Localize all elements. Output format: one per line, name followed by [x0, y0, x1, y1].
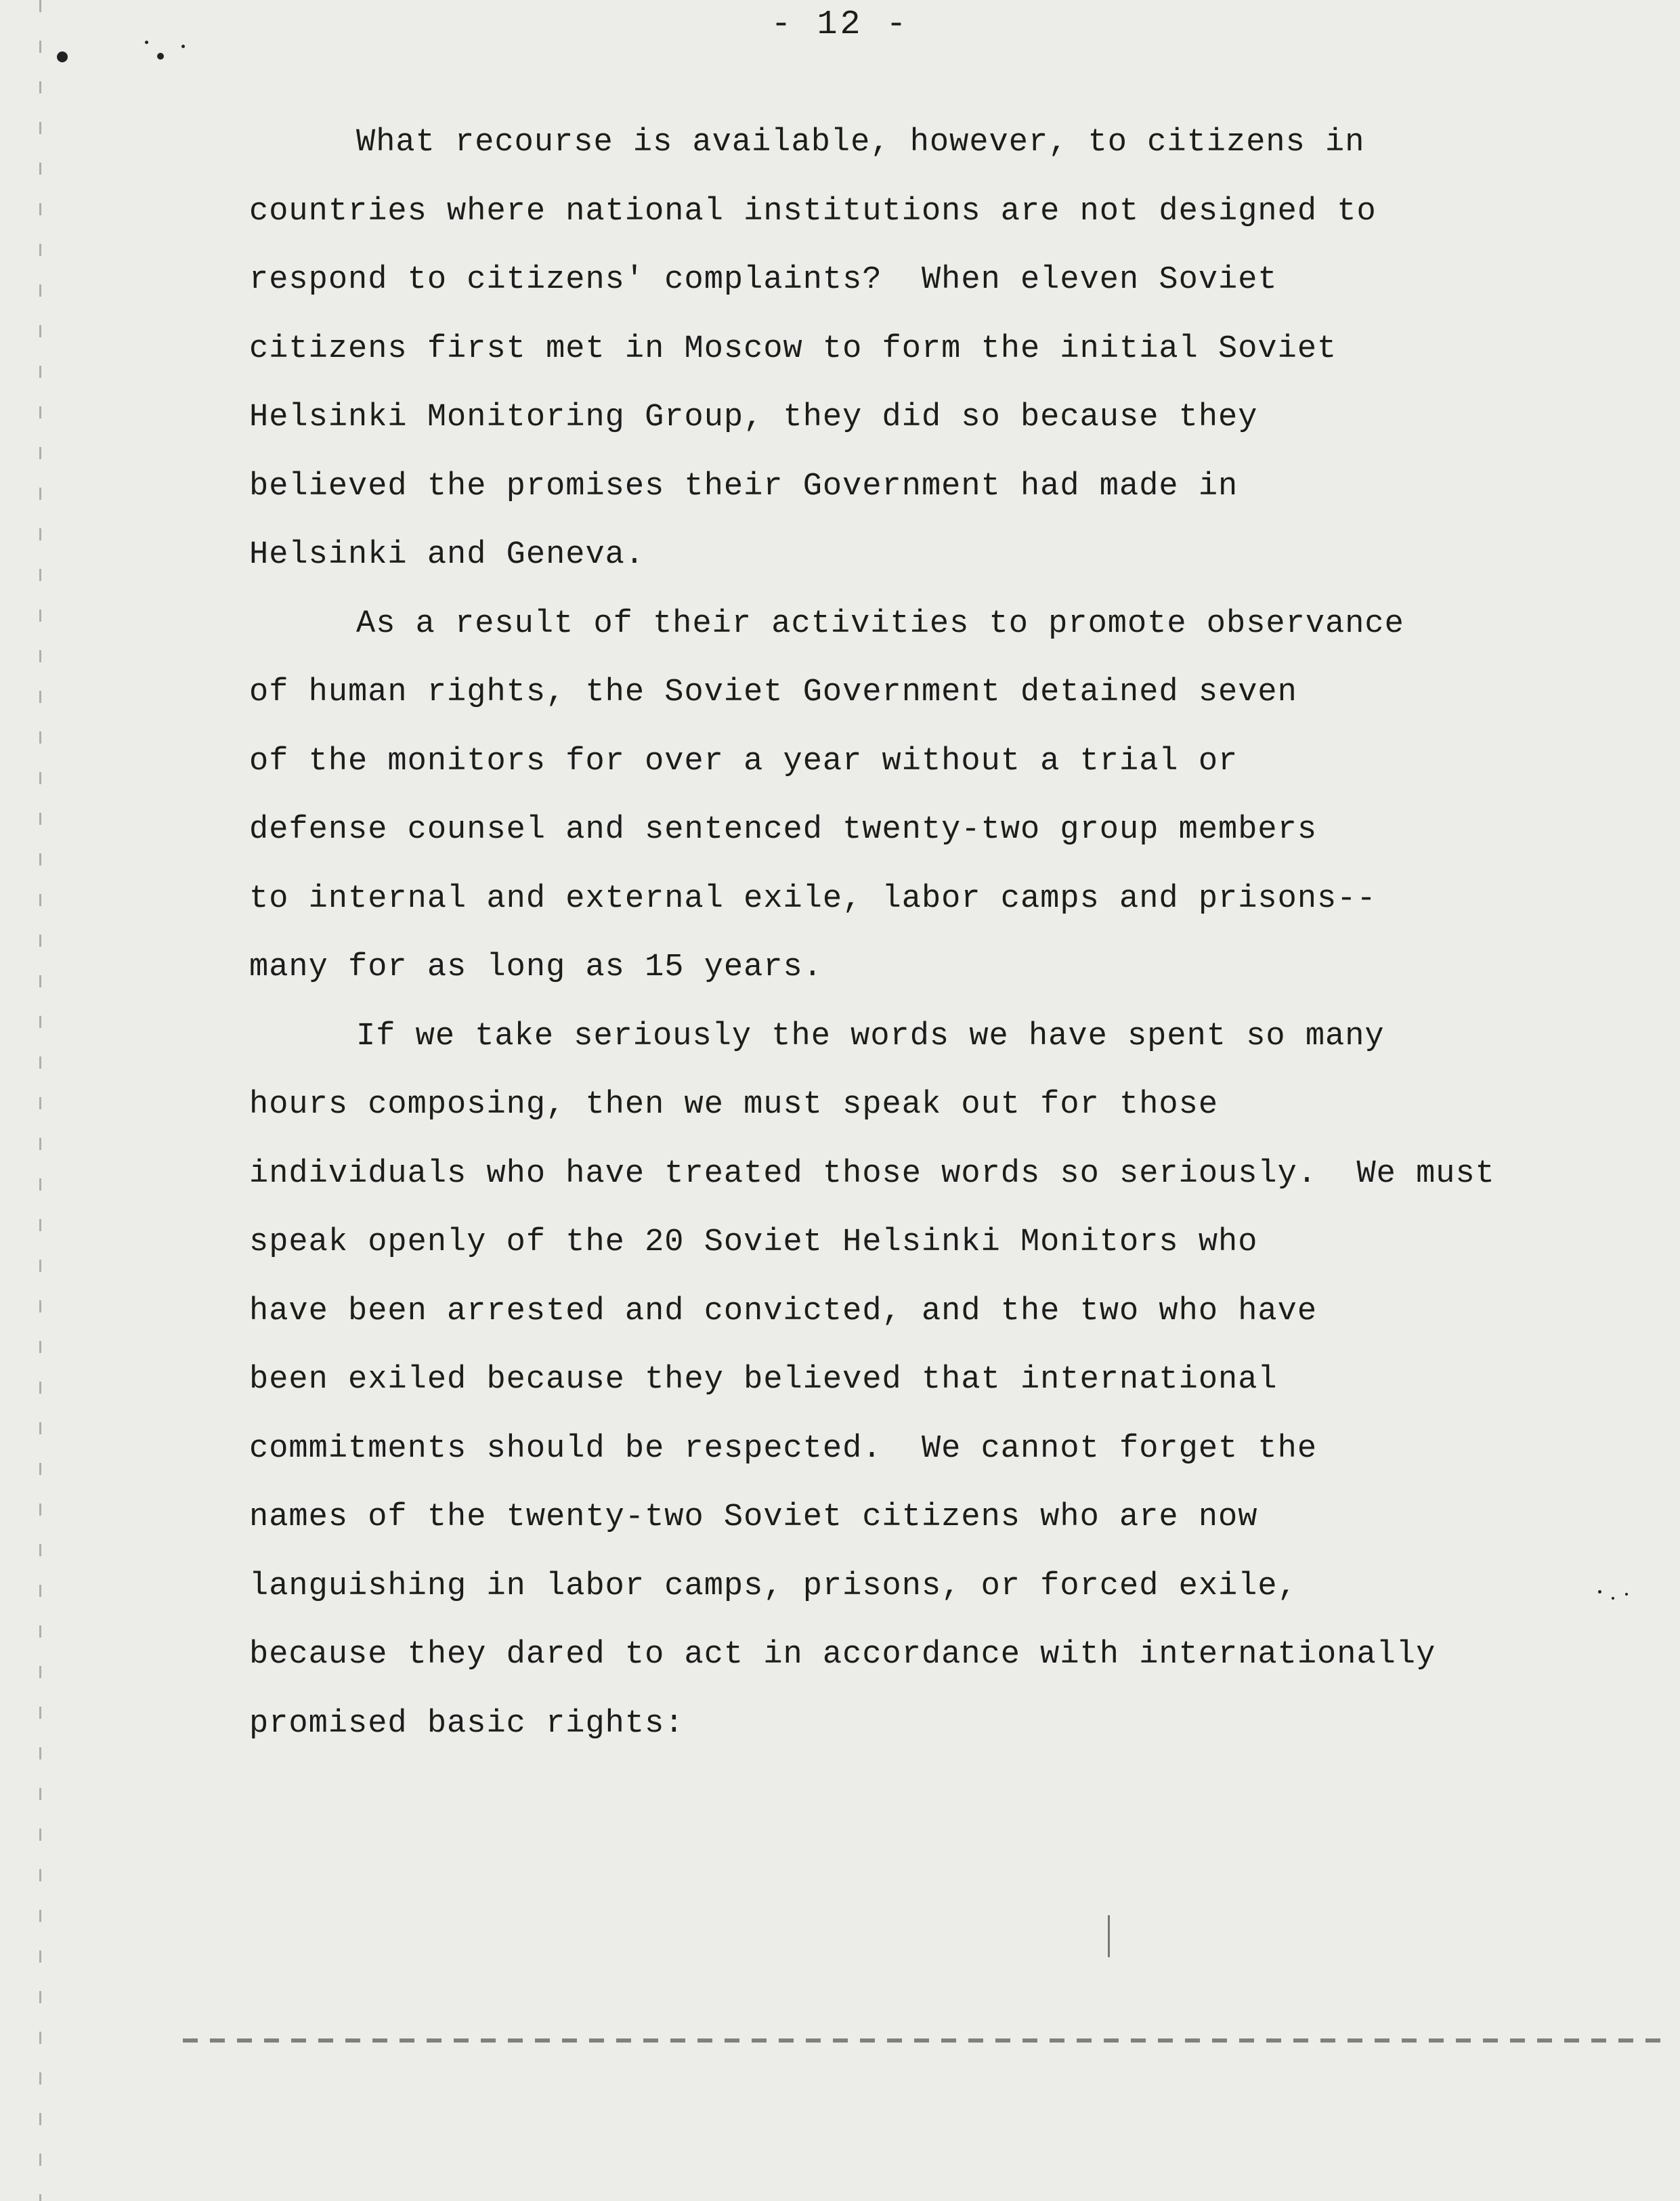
text-line: citizens first met in Moscow to form the initial Soviet — [249, 330, 1337, 367]
text-line: of the monitors for over a year without a trial or — [249, 743, 1239, 779]
paragraph-3 — [249, 1002, 1576, 1759]
text-line: respond to citizens' complaints? When eleven Soviet — [249, 262, 1278, 298]
text-line: names of the twenty-two Soviet citizens who are now — [249, 1499, 1258, 1535]
text-line: believed the promises their Government had made in — [249, 468, 1239, 505]
text-line: Helsinki and Geneva. — [249, 537, 645, 573]
paragraph-2 — [249, 590, 1576, 1002]
ink-speck — [181, 45, 185, 48]
page-left-edge-shadow — [39, 0, 41, 2201]
text-line: speak openly of the 20 Soviet Helsinki Monitors who — [249, 1224, 1258, 1260]
text-line: countries where national institutions are not designed to — [249, 193, 1377, 230]
ink-speck — [1625, 1593, 1628, 1596]
text-line: Helsinki Monitoring Group, they did so because they — [249, 400, 1258, 435]
paragraph-1 — [249, 108, 1576, 590]
text-line: If we take seriously the words we have spent so many — [356, 1018, 1385, 1054]
text-line: commitments should be respected. We cannot forget the — [249, 1430, 1318, 1467]
scan-dash-line — [183, 2038, 1673, 2043]
text-line: defense counsel and sentenced twenty-two group members — [249, 812, 1318, 848]
text-line: have been arrested and convicted, and the two who have — [249, 1293, 1318, 1329]
ink-speck — [1598, 1590, 1601, 1594]
page-number: - 12 - — [771, 5, 909, 44]
text-line: languishing in labor camps, prisons, or forced exile, — [249, 1568, 1297, 1604]
text-line: of human rights, the Soviet Government detained seven — [249, 675, 1297, 710]
ink-speck — [57, 51, 68, 62]
text-line: many for as long as 15 years. — [249, 949, 823, 985]
text-line: promised basic rights: — [249, 1705, 685, 1742]
text-line: individuals who have treated those words so seriously. We must — [249, 1155, 1495, 1192]
text-line: been exiled because they believed that international — [249, 1362, 1278, 1398]
stray-mark — [1108, 1915, 1110, 1957]
ink-speck — [1612, 1597, 1614, 1600]
text-line: because they dared to act in accordance with internationally — [249, 1637, 1436, 1673]
text-line: What recourse is available, however, to citizens in — [356, 125, 1365, 161]
text-line: As a result of their activities to promote observance — [356, 605, 1404, 642]
body-text — [249, 108, 1576, 1758]
text-line: hours composing, then we must speak out for those — [249, 1087, 1219, 1123]
ink-speck — [157, 53, 164, 60]
text-line: to internal and external exile, labor camps and prisons-- — [249, 880, 1377, 917]
